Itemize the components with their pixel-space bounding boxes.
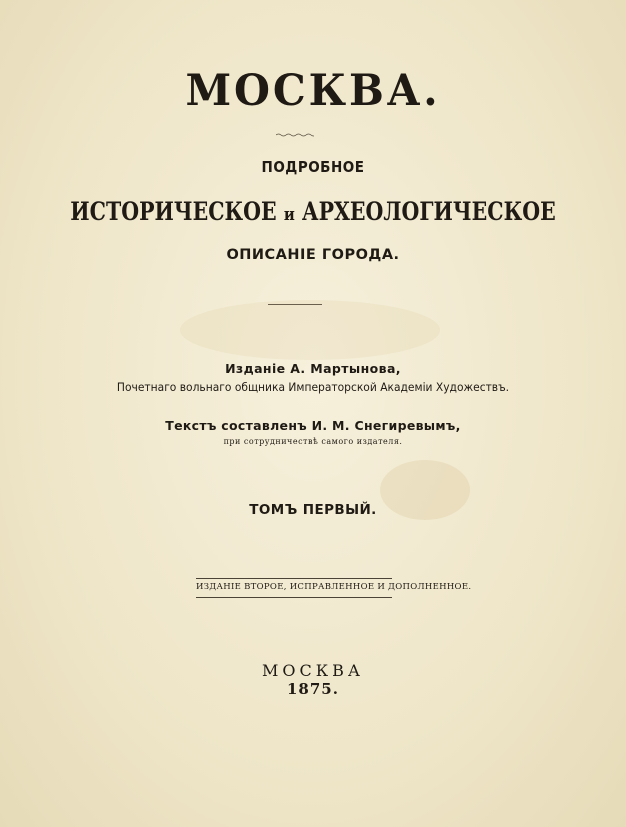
imprint-year: 1875. [287, 680, 339, 698]
publisher-line: Изданіе А. Мартынова, [225, 361, 401, 376]
collaboration-line: при сотрудничествѣ самого издателя. [223, 437, 403, 446]
paper-stain [180, 300, 440, 360]
author-line: Текстъ составленъ И. М. Снегиревымъ, [165, 418, 461, 433]
subtitle-line-2 [56, 197, 569, 226]
subtitle-line-1: ПОДРОБНОЕ [261, 158, 365, 176]
subtitle-conjunction: и [283, 204, 295, 225]
subtitle-archaeological: АРХЕОЛОГИЧЕСКОЕ [301, 197, 556, 226]
edition-note: ИЗДАНІЕ ВТОРОЕ, ИСПРАВЛЕННОЕ И ДОПОЛНЕННОЕ. [196, 582, 472, 592]
subtitle-historical: ИСТОРИЧЕСКОЕ [70, 197, 277, 226]
imprint-city: МОСКВА [262, 661, 364, 680]
edition-note-box [196, 578, 472, 598]
book-title: МОСКВА. [185, 66, 441, 116]
divider-rule [268, 304, 322, 305]
wavy-ornament [276, 133, 314, 137]
volume-label: ТОМЪ ПЕРВЫЙ. [249, 502, 377, 518]
subtitle-line-3: ОПИСАНІЕ ГОРОДА. [226, 247, 400, 263]
publisher-title-line: Почетнаго вольнаго общника Императорской Академіи Художествъ. [116, 380, 510, 394]
